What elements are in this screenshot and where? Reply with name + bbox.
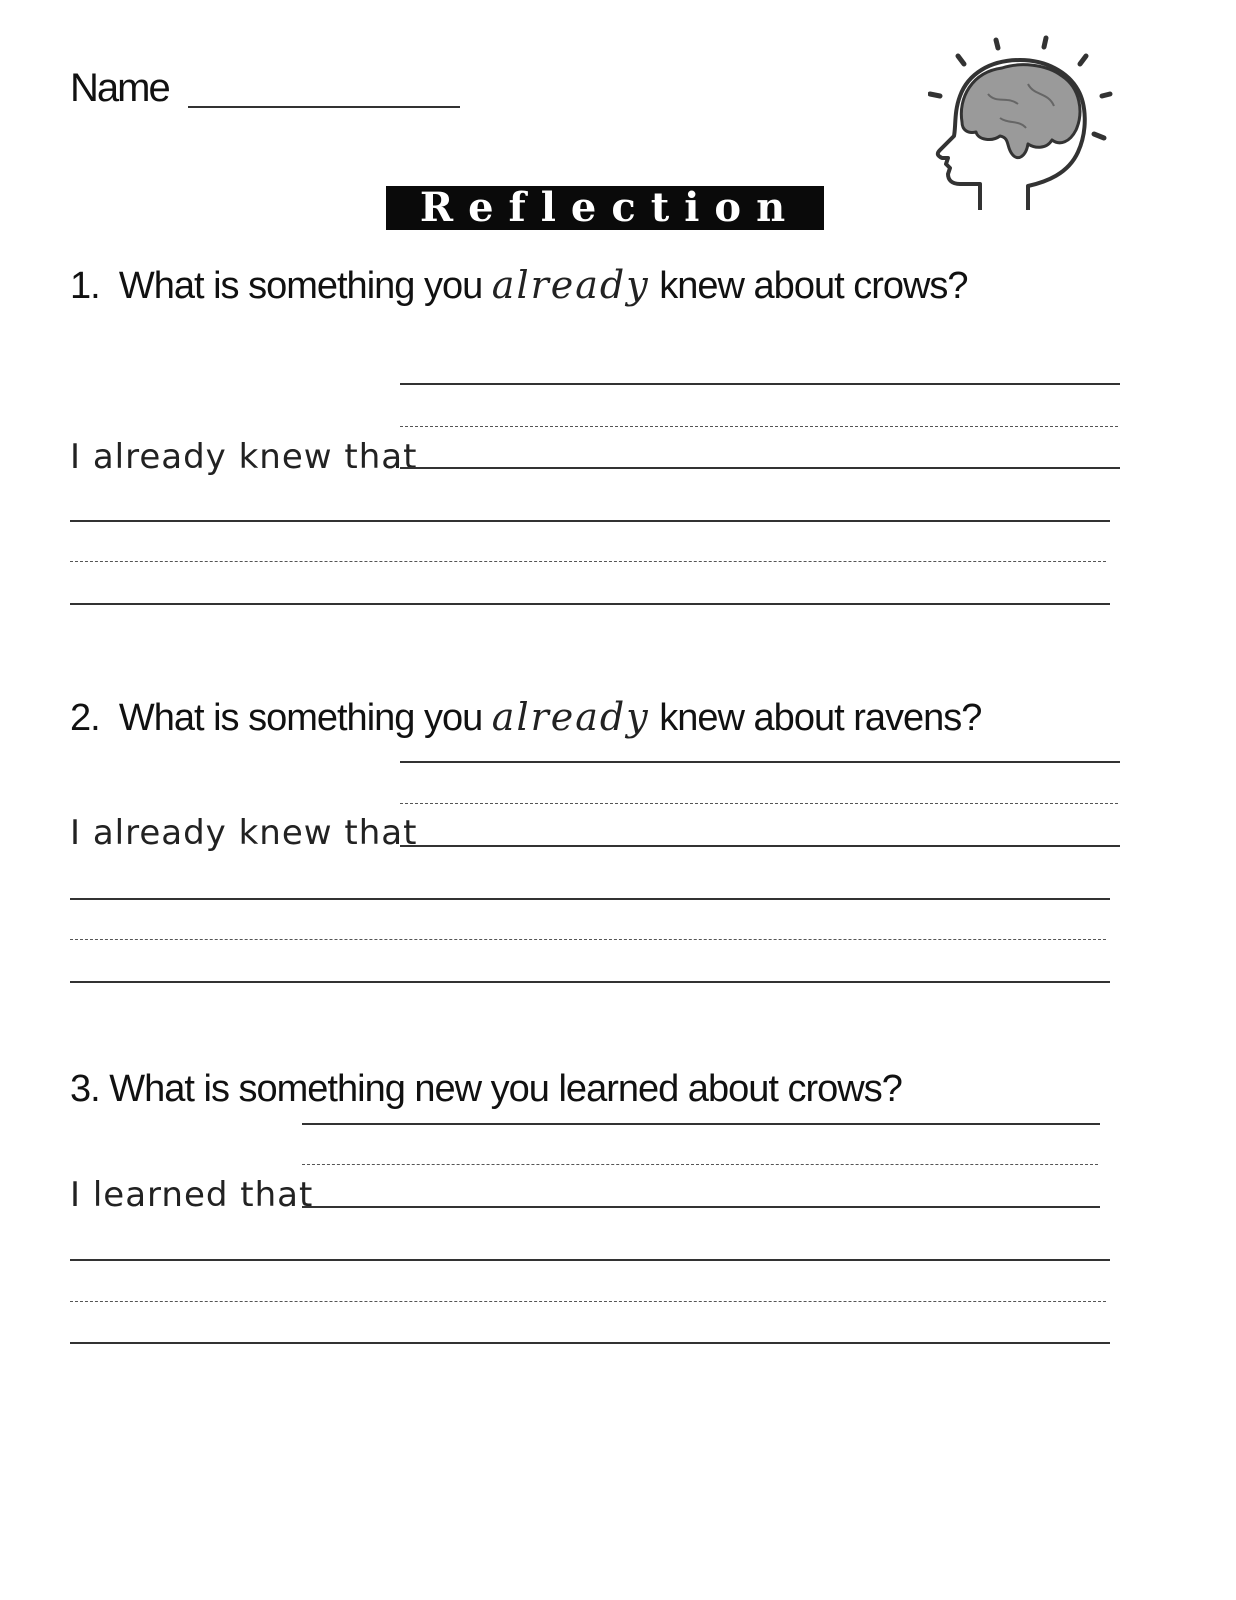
name-label: Name	[70, 66, 169, 110]
head-with-brain-icon	[928, 34, 1118, 220]
answer-line[interactable]	[400, 383, 1120, 385]
answer-line[interactable]	[302, 1123, 1100, 1125]
answer-line[interactable]	[400, 845, 1120, 847]
question-text: What is something you	[118, 697, 483, 739]
answer-line[interactable]	[70, 1259, 1110, 1261]
name-input-line[interactable]	[188, 106, 460, 108]
answer-line[interactable]	[70, 603, 1110, 605]
question-3	[70, 1070, 902, 1108]
question-emphasis: already	[491, 695, 650, 739]
answer-guide-line	[400, 803, 1118, 804]
question-number: 2.	[70, 697, 100, 739]
question-2	[70, 695, 982, 739]
question-text: What is something you	[118, 265, 483, 307]
question-text: What is something new you learned about crows?	[109, 1068, 902, 1110]
answer-guide-line	[70, 1301, 1106, 1302]
answer-guide-line	[400, 426, 1118, 427]
answer-line[interactable]	[70, 1342, 1110, 1344]
answer-prompt: I learned that	[70, 1175, 314, 1215]
answer-line[interactable]	[70, 898, 1110, 900]
answer-line[interactable]	[400, 467, 1120, 469]
answer-guide-line	[70, 561, 1106, 562]
answer-line[interactable]	[400, 761, 1120, 763]
question-text: knew about ravens?	[659, 697, 982, 739]
answer-guide-line	[70, 939, 1106, 940]
question-1	[70, 263, 968, 307]
answer-prompt: I already knew that	[70, 813, 418, 853]
question-number: 3.	[70, 1068, 100, 1110]
answer-guide-line	[302, 1164, 1098, 1165]
answer-prompt: I already knew that	[70, 437, 418, 477]
question-number: 1.	[70, 265, 100, 307]
page-title: Reflection	[386, 186, 824, 230]
question-emphasis: already	[491, 263, 650, 307]
answer-line[interactable]	[70, 981, 1110, 983]
question-text: knew about crows?	[659, 265, 968, 307]
answer-line[interactable]	[70, 520, 1110, 522]
answer-line[interactable]	[302, 1206, 1100, 1208]
